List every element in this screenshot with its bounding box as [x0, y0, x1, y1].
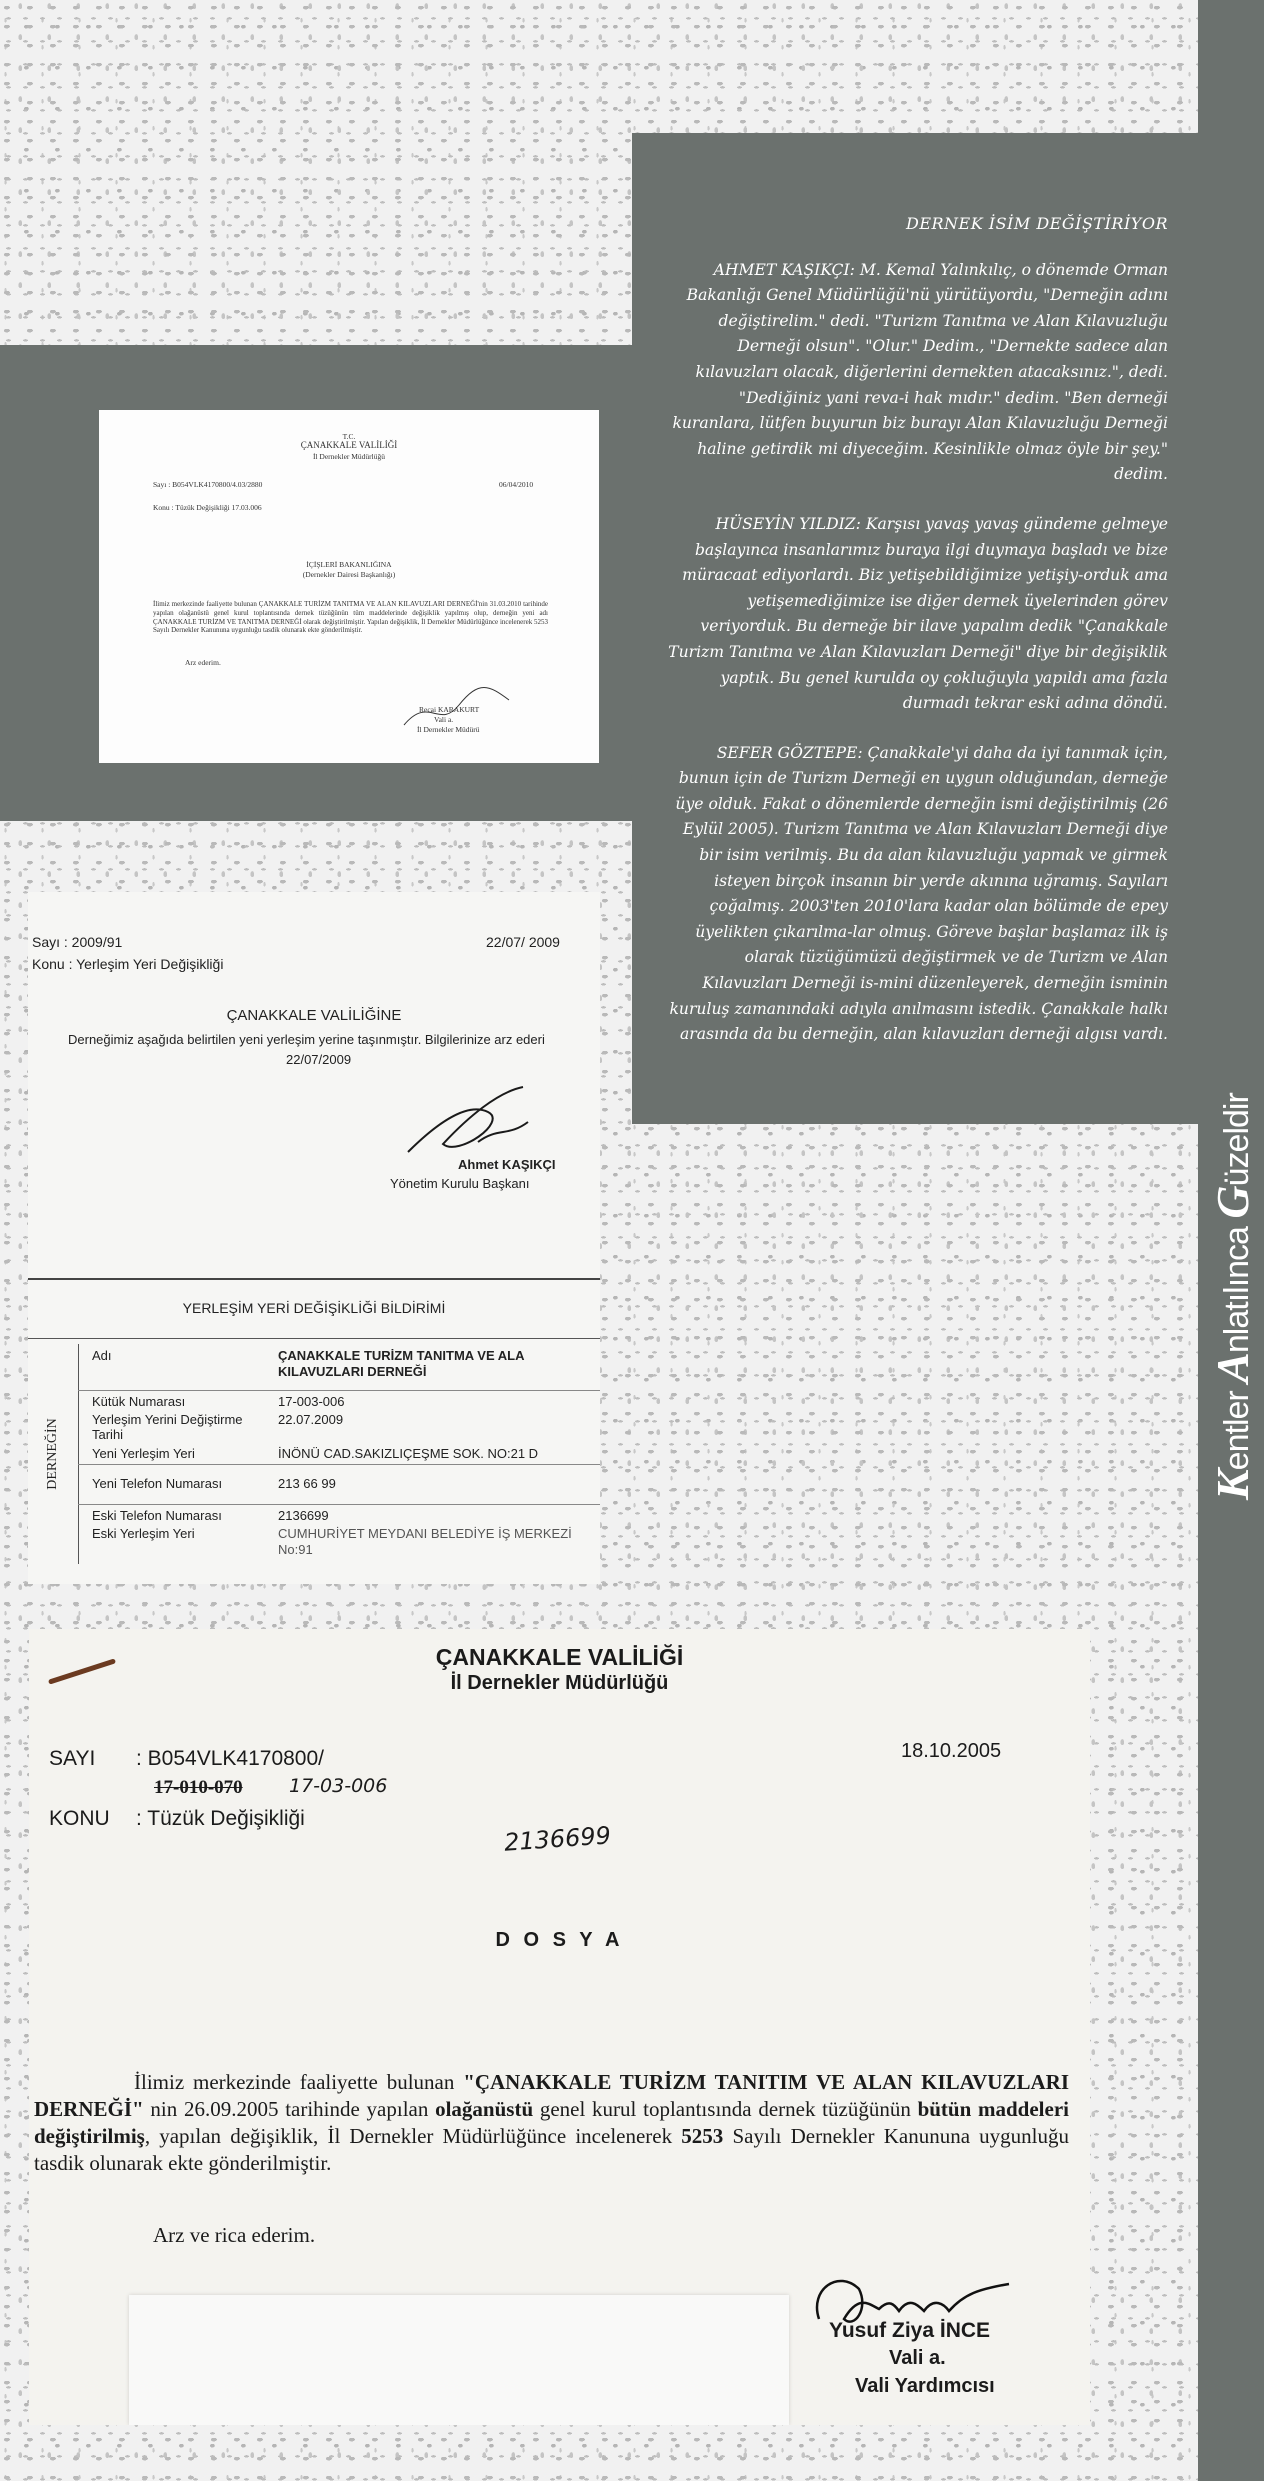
doc2-row-value-4: 213 66 99 — [278, 1476, 336, 1491]
doc2-sign-title: Yönetim Kurulu Başkanı — [390, 1176, 530, 1191]
doc3-body-mid2: genel kurul toplantısında dernek tüzüğünün — [533, 2097, 918, 2121]
paragraph-huseyin: HÜSEYİN YILDIZ: Karşısı yavaş yavaş gündeme gelmeye başlayınca insanlarımız buraya ilgi duymaya başladı ve bize müracaat ediyorlardı. Biz yetişebildiğimize yetişiy-orduk ama yetişemediğimize ise diğer dernek üyelerinden görev veriyorduk. Bu derneğe bir ilave yapalım dedik "Çanakkale Turizm Tanıtma ve Alan Kılavuzları Derneği" diye bir değişiklik yaptık. Bu genel kurulda oy çokluğuyla yapıldı ama fazla durmadı tekrar eski adına döndü. — [668, 514, 1168, 713]
doc3-body-b1: olağanüstü — [435, 2097, 534, 2121]
doc3-body — [34, 2069, 1069, 2177]
doc2-row-label-3: Yeni Yerleşim Yeri — [92, 1446, 195, 1461]
doc1-sign2: Vali a. — [434, 715, 454, 724]
doc2-row-value-6: CUMHURİYET MEYDANI BELEDİYE İŞ MERKEZİ No:91 — [278, 1526, 572, 1557]
doc1-dept: İl Dernekler Müdürlüğü — [312, 452, 386, 461]
doc2-row-value-1: 17-003-006 — [278, 1394, 345, 1409]
doc1-sign3: İl Dernekler Müdürü — [417, 725, 480, 734]
doc2-sign-name: Ahmet KAŞIKÇI — [458, 1157, 556, 1172]
doc3-body-b3: 5253 — [681, 2124, 724, 2148]
doc2-row-label-4: Yeni Telefon Numarası — [92, 1476, 223, 1491]
document-letter-2005 — [29, 1629, 1090, 2425]
doc3-sign-3: Vali Yardımcısı — [855, 2375, 995, 2397]
doc3-konu-label: KONU — [49, 1807, 110, 1830]
doc2-row-label-5: Eski Telefon Numarası — [92, 1508, 222, 1523]
vertical-brand-text — [1203, 1040, 1263, 1500]
doc3-body-mid1: nin 26.09.2005 tarihinde yapılan — [143, 2097, 436, 2121]
doc3-dept: İl Dernekler Müdürlüğü — [450, 1672, 669, 1694]
doc2-sayi: Sayı : 2009/91 — [32, 934, 123, 950]
doc2-side-label: DERNEĞİN — [45, 1418, 60, 1490]
document-relocation-2009 — [28, 892, 600, 1584]
doc3-date: 18.10.2005 — [901, 1740, 1002, 1762]
brand-word-2: nlatılınca — [1218, 1218, 1256, 1354]
doc2-row-rule — [78, 1390, 600, 1391]
paragraph-sefer: SEFER GÖZTEPE: Çanakkale'yi daha da iyi tanımak için, bunun için de Turizm Derneği en uygun olduğundan, derneğe üye olduk. Fakat o dönemlerde derneğin ismi değiştirilmiş (26 Eylül 2005). Turizm Tanıtma ve Alan Kılavuzları Derneği diye bir isim verilmiş. Bu da alan kılavuzluğu yapmak ve girmek isteyen birçok insanın bir yerde akınına uğramış. Sayıları çoğalmış. 2003'ten 2010'lara kadar olan bölümde de epey üyelikten çıkarılma-lar olmuş. Göreve başlar başlamaz ilk iş olarak tüzüğümüzü değiştirmek ve de Turizm ve Alan Kılavuzları Derneği is-mini düzenleyerek, derneğin isminin kuruluş zamanındaki adıyla anılmasını istedik. Çanakkale halkı arasında da bu derneğin, alan kılavuzları derneği algısı vardı. — [669, 743, 1168, 1044]
doc1-body: İlimiz merkezinde faaliyette bulunan ÇANAKKALE TURİZM TANITMA VE ALAN KILAVUZLARI DERNEĞİ'nin 31.03.2010 tarihinde yapılan olağanüstü genel kurul toplantısında dernek tüzüğünün tüm maddelerinde değişiklik yapılmış olup, derneğin yeni adı ÇANAKKALE TURİZM VE TANITMA DERNEĞİ olarak değiştirilmiştir. Yapılan değişiklik, İl Dernekler Müdürlüğünce incelenerek 5253 Sayılı Dernekler Kanununa uygunluğu tasdik olunarak ekte gönderilmiştir. — [153, 600, 548, 635]
doc2-form-title: YERLEŞİM YERİ DEĞİŞİKLİĞİ BİLDİRİMİ — [182, 1300, 446, 1316]
doc2-form-rule — [28, 1338, 600, 1339]
section-heading: DERNEK İSİM DEĞİŞTİRİYOR — [906, 214, 1168, 233]
doc3-body-end: Sayılı Dernekler Kanununa uygunluğu tasdik olunarak ekte gönderilmiştir. — [34, 2124, 1070, 2175]
doc2-row-label-1: Kütük Numarası — [92, 1394, 186, 1409]
doc3-handwritten-phone: 2136699 — [503, 1821, 612, 1857]
doc1-date: 06/04/2010 — [499, 480, 534, 489]
doc3-konu-value: : Tüzük Değişikliği — [136, 1807, 305, 1830]
doc3-body-pre: İlimiz merkezinde faaliyette bulunan — [134, 2070, 464, 2094]
doc3-paper-overlay — [129, 2295, 789, 2425]
doc3-closing: Arz ve rica ederim. — [153, 2223, 316, 2247]
doc3-body-name: "ÇANAKKALE TURİZM TANITIM VE ALAN KILAVUZLARI DERNEĞİ" — [34, 2070, 1069, 2121]
doc1-to2: (Dernekler Dairesi Başkanlığı) — [302, 570, 396, 579]
doc3-body-mid3: , yapılan değişiklik, İl Dernekler Müdürlüğünce incelenerek — [144, 2124, 682, 2148]
doc3-sign-2: Vali a. — [889, 2347, 946, 2369]
brand-initial-k: K — [1207, 1470, 1258, 1500]
document-letter-2010 — [99, 410, 599, 763]
doc1-sign1: Recai KARAKURT — [419, 705, 480, 714]
brand-word-3: üzeldir — [1218, 1093, 1256, 1187]
brand-word-1: entler — [1218, 1382, 1256, 1471]
doc2-row-value-5: 2136699 — [278, 1508, 329, 1523]
doc3-handwritten-number: 17-03-006 — [289, 1775, 388, 1797]
doc3-gov: ÇANAKKALE VALİLİĞİ — [435, 1644, 684, 1670]
doc1-signature-scribble — [399, 675, 519, 735]
doc2-konu: Konu : Yerleşim Yeri Değişikliği — [32, 956, 224, 972]
doc2-row-label-0: Adı — [92, 1348, 112, 1363]
doc3-body-b2: bütün maddeleri değiştirilmiş — [34, 2097, 1069, 2148]
doc3-dosya: D O S Y A — [495, 1929, 624, 1951]
doc1-to1: İÇİŞLERİ BAKANLIĞINA — [306, 560, 392, 569]
doc3-sayi-label: SAYI — [49, 1747, 96, 1770]
interview-text-panel — [632, 133, 1198, 1124]
doc1-konu: Konu : Tüzük Değişikliği 17.03.006 — [153, 503, 262, 512]
doc2-side-cell — [28, 1344, 79, 1564]
doc3-sayi-value: : B054VLK4170800/ — [136, 1747, 324, 1770]
doc2-to: ÇANAKKALE VALİLİĞİNE — [226, 1007, 402, 1024]
doc2-row-rule — [78, 1504, 600, 1505]
doc1-tc: T.C. — [342, 432, 356, 441]
doc2-date: 22/07/ 2009 — [486, 934, 560, 950]
doc1-gov: ÇANAKKALE VALİLİĞİ — [300, 440, 398, 450]
doc2-row-value-3: İNÖNÜ CAD.SAKIZLIÇEŞME SOK. NO:21 D — [278, 1446, 539, 1461]
brand-initial-g: G — [1207, 1186, 1258, 1219]
doc2-row-value-2: 22.07.2009 — [278, 1412, 344, 1427]
doc2-row-rule — [78, 1464, 600, 1465]
doc2-form — [28, 1278, 600, 1584]
doc1-sayi: Sayı : B054VLK4170800/4.03/2880 — [153, 480, 263, 489]
doc2-row-value-0: ÇANAKKALE TURİZM TANITMA VE ALA KILAVUZLARI DERNEĞİ — [278, 1348, 525, 1379]
brand-initial-a: A — [1207, 1353, 1258, 1383]
paragraph-ahmet: AHMET KAŞIKÇI: M. Kemal Yalınkılıç, o dönemde Orman Bakanlığı Genel Müdürlüğü'nü yürütüyordu, "Derneğin adını değiştirelim." dedi. "Turizm Tanıtma ve Alan Kılavuzluğu Derneği olsun". "Olur." Dedim., "Dernekte sadece alan kılavuzları olacak, diğerlerini dernekten atacaksınız.", dedi. "Dediğiniz yani reva-i hak mıdır." dedim. "Ben derneği kuranlara, lütfen buyurun biz burayı Alan Kılavuzluğu Derneği haline getirdik mi diyeceğim. Kesinlikle olmaz öyle bir şey." dedim. — [672, 260, 1168, 484]
doc2-body-date: 22/07/2009 — [286, 1052, 352, 1067]
doc2-row-label-6: Eski Yerleşim Yeri — [92, 1526, 195, 1541]
doc2-row-label-2: Yerleşim Yerini Değiştirme Tarihi — [92, 1412, 243, 1442]
doc1-closing: Arz ederim. — [185, 658, 221, 667]
doc3-struck-number: 17-010-070 — [154, 1777, 243, 1798]
doc3-sign-name: Yusuf Ziya İNCE — [829, 2319, 991, 2342]
doc2-body: Derneğimiz aşağıda belirtilen yeni yerleşim yerine taşınmıştır. Bilgilerinize arz ederi — [68, 1032, 545, 1047]
